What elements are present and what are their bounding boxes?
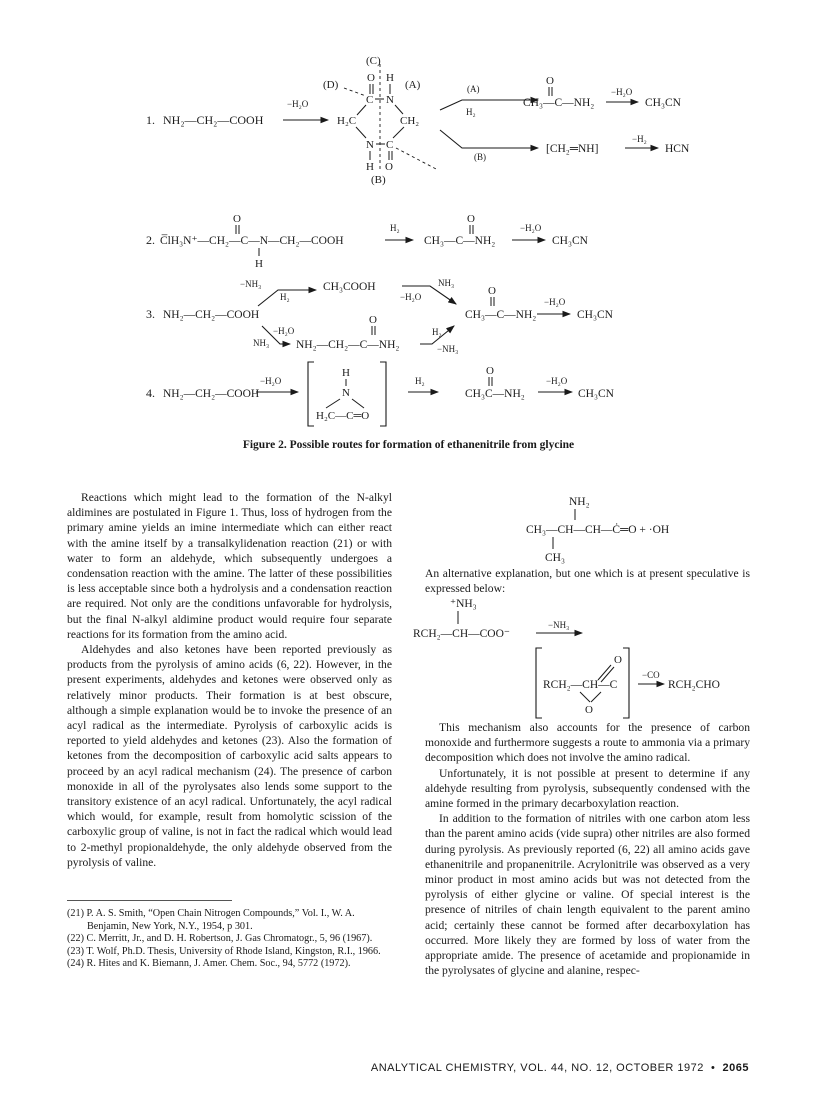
route4-final: CH₃CN	[578, 388, 614, 400]
route1-product-b: [CH₂═NH]	[546, 143, 599, 155]
route3-upper-label-4: −H₂O	[400, 292, 422, 302]
route3-lower-label-2: NH₃	[253, 338, 270, 348]
page-footer	[371, 1062, 749, 1074]
route1-label: 1.	[146, 113, 155, 127]
reference-item: (24) R. Hites and K. Biemann, J. Amer. Chem. Soc., 94, 5772 (1972).	[67, 958, 351, 970]
references	[67, 908, 392, 971]
route3-upper-intermediate: CH₃COOH	[323, 281, 376, 293]
svg-text:O: O	[233, 213, 241, 225]
svg-text:H: H	[366, 161, 374, 173]
struct2-top: ⁺NH₃	[450, 598, 477, 610]
reference-item: (22) C. Merritt, Jr., and D. H. Robertson, J. Gas Chromatogr., 5, 96 (1967).	[67, 933, 373, 945]
struct3-arrow-label: −CO	[642, 670, 660, 680]
route3-reactant: NH₂—CH₂—COOH	[163, 309, 260, 321]
path-a-label: (A)	[467, 84, 480, 94]
journal-citation: ANALYTICAL CHEMISTRY, VOL. 44, NO. 12, OCTOBER 1972	[370, 1062, 704, 1074]
route3-label: 3.	[146, 307, 155, 321]
ring-label-a: (A)	[405, 79, 421, 91]
svg-text:O: O	[486, 365, 494, 377]
route3-lower-label-1: −H₂O	[273, 326, 295, 336]
svg-text:C: C	[386, 139, 394, 151]
paragraph: Aldehydes and also ketones have been reported previously as products from the pyrolysis of amino acids (6, 22). However, in the present experiments, aldehydes and ketones were observed only as relatively minor products. Their formation is at best obscure, although a simple explanation would be to invoke the presence of an acyl radical as the intermediate. Pyrolysis of carboxylic acids is reported to yield aldehydes and ketones (23). Also the formation of ketones from the decomposition of carboxylic acid salts appears to proceed by an acyl radical mechanism (24). The presence of carbon monoxide in all of the pyrolysates also lends some support to the transitory existence of an acyl radical. Unfortunately, the acyl radical which would, for example, result from homolytic scission of the carboxylic group of valine, is not in fact the radical which would lead to 2-methyl propionaldehyde, the only aldehyde observed from the pyrolysis of valine.	[67, 643, 392, 869]
footnote-rule	[67, 900, 232, 901]
route3-lower-intermediate: NH₂—CH₂—C—NH₂	[296, 339, 400, 351]
paragraph: In addition to the formation of nitriles with one carbon atom less than the parent amino acids (vide supra) other nitriles are also formed during pyrolysis. As previously reported (6, 22) all amino acids gave ethanenitrile and propanenitrile. Acrylonitrile was observed as a very minor product in most amino acids but was not detected from the pyrolysis of either glycine or valine. Of special interest is the presence of nitriles of chain length equivalent to the parent amino acid; certainly these cannot be formed after decarboxylation has occurred. More likely they are formed by loss of water from the appropriate amide. The presence of acetamide and propionamide in the pyrolysates of glycine and alanine, respec-	[425, 812, 750, 978]
route1-reactant: NH₂—CH₂—COOH	[163, 113, 264, 127]
paragraph: This mechanism also accounts for the presence of carbon monoxide and furthermore suggests a route to ammonia via a primary decomposition which does not involve the amino radical.	[425, 721, 750, 765]
svg-text:O: O	[488, 285, 496, 297]
reference-item: (23) T. Wolf, Ph.D. Thesis, University of Rhode Island, Kingston, R.I., 1966.	[67, 945, 381, 957]
ring4-top: H	[342, 367, 350, 379]
svg-text:O: O	[385, 161, 393, 173]
route2-arrow2-label: −H₂O	[520, 223, 542, 233]
route4-arrow3-label: −H₂O	[546, 376, 568, 386]
svg-text:N: N	[366, 139, 374, 151]
path-a-h2: H₂	[466, 107, 476, 117]
struct1-top: NH₂	[569, 496, 590, 508]
route3-final: CH₃CN	[577, 309, 613, 321]
route1-product-a-final: CH₃CN	[645, 97, 681, 109]
route1-product-a-arrow-label: −H₂O	[611, 87, 633, 97]
paragraph: Unfortunately, it is not possible at present to determine if any aldehyde resulting from pyrolysis, subsequently condensed with the amine formed in the primary decarboxylation reaction.	[425, 766, 750, 811]
struct1-bottom: CH₃	[545, 552, 565, 564]
route3-arrow-label: −H₂O	[544, 297, 566, 307]
svg-text:CH₂: CH₂	[400, 115, 420, 127]
route3-upper-label-2: H₂	[280, 292, 290, 302]
svg-text:H: H	[255, 258, 263, 270]
route1-product-b-final: HCN	[665, 143, 690, 155]
svg-text:O: O	[367, 72, 375, 84]
svg-text:N: N	[386, 94, 394, 106]
route2-product: CH₃—C—NH₂	[424, 235, 496, 247]
route3-upper-label-3: NH₃	[438, 278, 455, 288]
struct2-main: RCH₂—CH—COO⁻	[413, 628, 510, 640]
route4-label: 4.	[146, 386, 155, 400]
route1-product-b-arrow-label: −H₂	[632, 134, 647, 144]
right-column-alt	[425, 566, 750, 596]
struct3-o-top: O	[614, 654, 622, 666]
struct1-main: CH₃—CH—CH—Ċ═O + ·OH	[526, 524, 670, 536]
path-b-label: (B)	[474, 152, 486, 162]
ring4-n: N	[342, 387, 350, 399]
ring-label-c: (C)	[366, 55, 381, 67]
route2-reactant: C̅lH₃N⁺—CH₂—C—N—CH₂—COOH	[160, 235, 344, 247]
struct2-arrow-label: −NH₃	[548, 620, 570, 630]
ring-label-b: (B)	[371, 174, 386, 186]
route2-arrow-label: H₂	[390, 223, 400, 233]
svg-text:O: O	[369, 314, 377, 326]
svg-text:C: C	[366, 94, 374, 106]
ring4-bottom: H₂C—C═O	[316, 410, 370, 422]
route4-arrow2-label: H₂	[415, 376, 425, 386]
route1-arrow-label: −H₂O	[287, 99, 309, 109]
route3-product: CH₃—C—NH₂	[465, 309, 537, 321]
paragraph: Reactions which might lead to the formation of the N-alkyl aldimines are postulated in Figure 1. Thus, loss of hydrogen from the primary amine yields an imine intermediate which can either react with the amine itself by a transalkylidenation reaction (21) or with water to form an aldehyde, which subsequently undergoes a condensation reaction with the amine. The latter of these possibilities is less acceptable since both a hydrolysis and a condensation reaction are required. Not only are the conditions unfavorable for hydrolysis, but the final N-alkyl aldimine product would require four separate reactions for its formation from the amino acid.	[67, 491, 392, 641]
struct3-o-bottom: O	[585, 704, 593, 716]
struct3-main: RCH₂—CH—C	[543, 679, 618, 691]
route2-label: 2.	[146, 233, 155, 247]
figure-caption: Figure 2. Possible routes for formation of ethanenitrile from glycine	[242, 439, 575, 451]
reference-item: (21) P. A. S. Smith, “Open Chain Nitrogen Compounds,” Vol. I., W. A. Benjamin, New York, N.Y., 1954, p 301.	[67, 908, 355, 932]
paragraph: An alternative explanation, but one which is at present speculative is expressed below:	[425, 567, 750, 596]
bullet: •	[711, 1062, 716, 1074]
page-number: 2065	[722, 1062, 749, 1074]
struct3-product: RCH₂CHO	[668, 679, 720, 691]
route1-product-a: CH₃—C—NH₂	[523, 97, 595, 109]
svg-text:O: O	[467, 213, 475, 225]
route4-reactant: NH₂—CH₂—COOH	[163, 388, 260, 400]
right-column	[425, 720, 750, 978]
ring-label-d: (D)	[323, 79, 339, 91]
svg-text:H: H	[386, 72, 394, 84]
route4-arrow-label: −H₂O	[260, 376, 282, 386]
route3-lower-label-3: H₂	[432, 327, 442, 337]
route3-upper-label-1: −NH₃	[240, 279, 262, 289]
route2-final: CH₃CN	[552, 235, 588, 247]
route4-product: CH₃C—NH₂	[465, 388, 525, 400]
svg-text:O: O	[546, 75, 554, 87]
svg-text:H₂C: H₂C	[337, 115, 357, 127]
route3-lower-label-4: −NH₃	[437, 344, 459, 354]
